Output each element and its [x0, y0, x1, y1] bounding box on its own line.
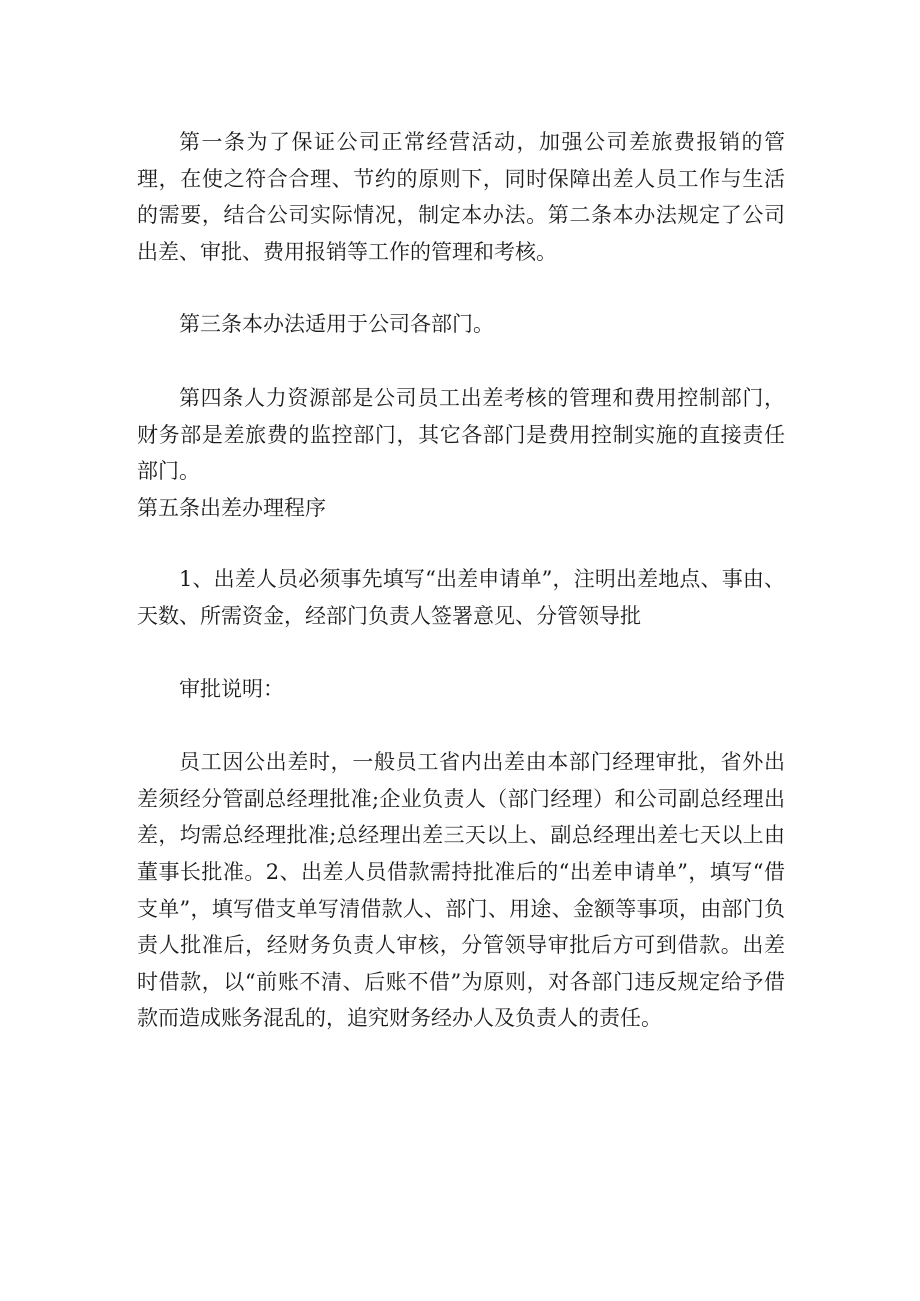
paragraph-article-3: 第三条本办法适用于公司各部门。 [179, 312, 494, 337]
paragraph-approval-details: 员工因公出差时，一般员工省内出差由本部门经理审批，省外出差须经分管副总经理批准;企业负责人（部门经理）和公司副总经理出差，均需总经理批准;总经理出差三天以上、副总经理出差七天以上由董事长批准。2、出差人员借款需持批准后的“出差申请单”，填写“借支单”，填写借支单写清借款人、部门、用途、金额等事项，由部门负责人批准后，经财务负责人审核，分管领导审批后方可到借款。出差时借款，以“前账不清、后账不借”为原则，对各部门违反规定给予借款而造成账务混乱的，追究财务经办人及负责人的责任。 [137, 750, 785, 1031]
paragraph-article-5-heading: 第五条出差办理程序 [137, 495, 326, 520]
document-body [137, 124, 785, 1037]
paragraph-article-1-2: 第一条为了保证公司正常经营活动，加强公司差旅费报销的管理，在使之符合合理、节约的原则下，同时保障出差人员工作与生活的需要，结合公司实际情况，制定本办法。第二条本办法规定了公司出差、审批、费用报销等工作的管理和考核。 [137, 130, 785, 264]
paragraph-approval-heading: 审批说明： [179, 676, 284, 701]
paragraph-article-4: 第四条人力资源部是公司员工出差考核的管理和费用控制部门，财务部是差旅费的监控部门，其它各部门是费用控制实施的直接责任部门。 [137, 385, 785, 484]
paragraph-procedure-1: 1、出差人员必须事先填写“出差申请单”，注明出差地点、事由、天数、所需资金，经部门负责人签署意见、分管领导批 [137, 567, 785, 628]
